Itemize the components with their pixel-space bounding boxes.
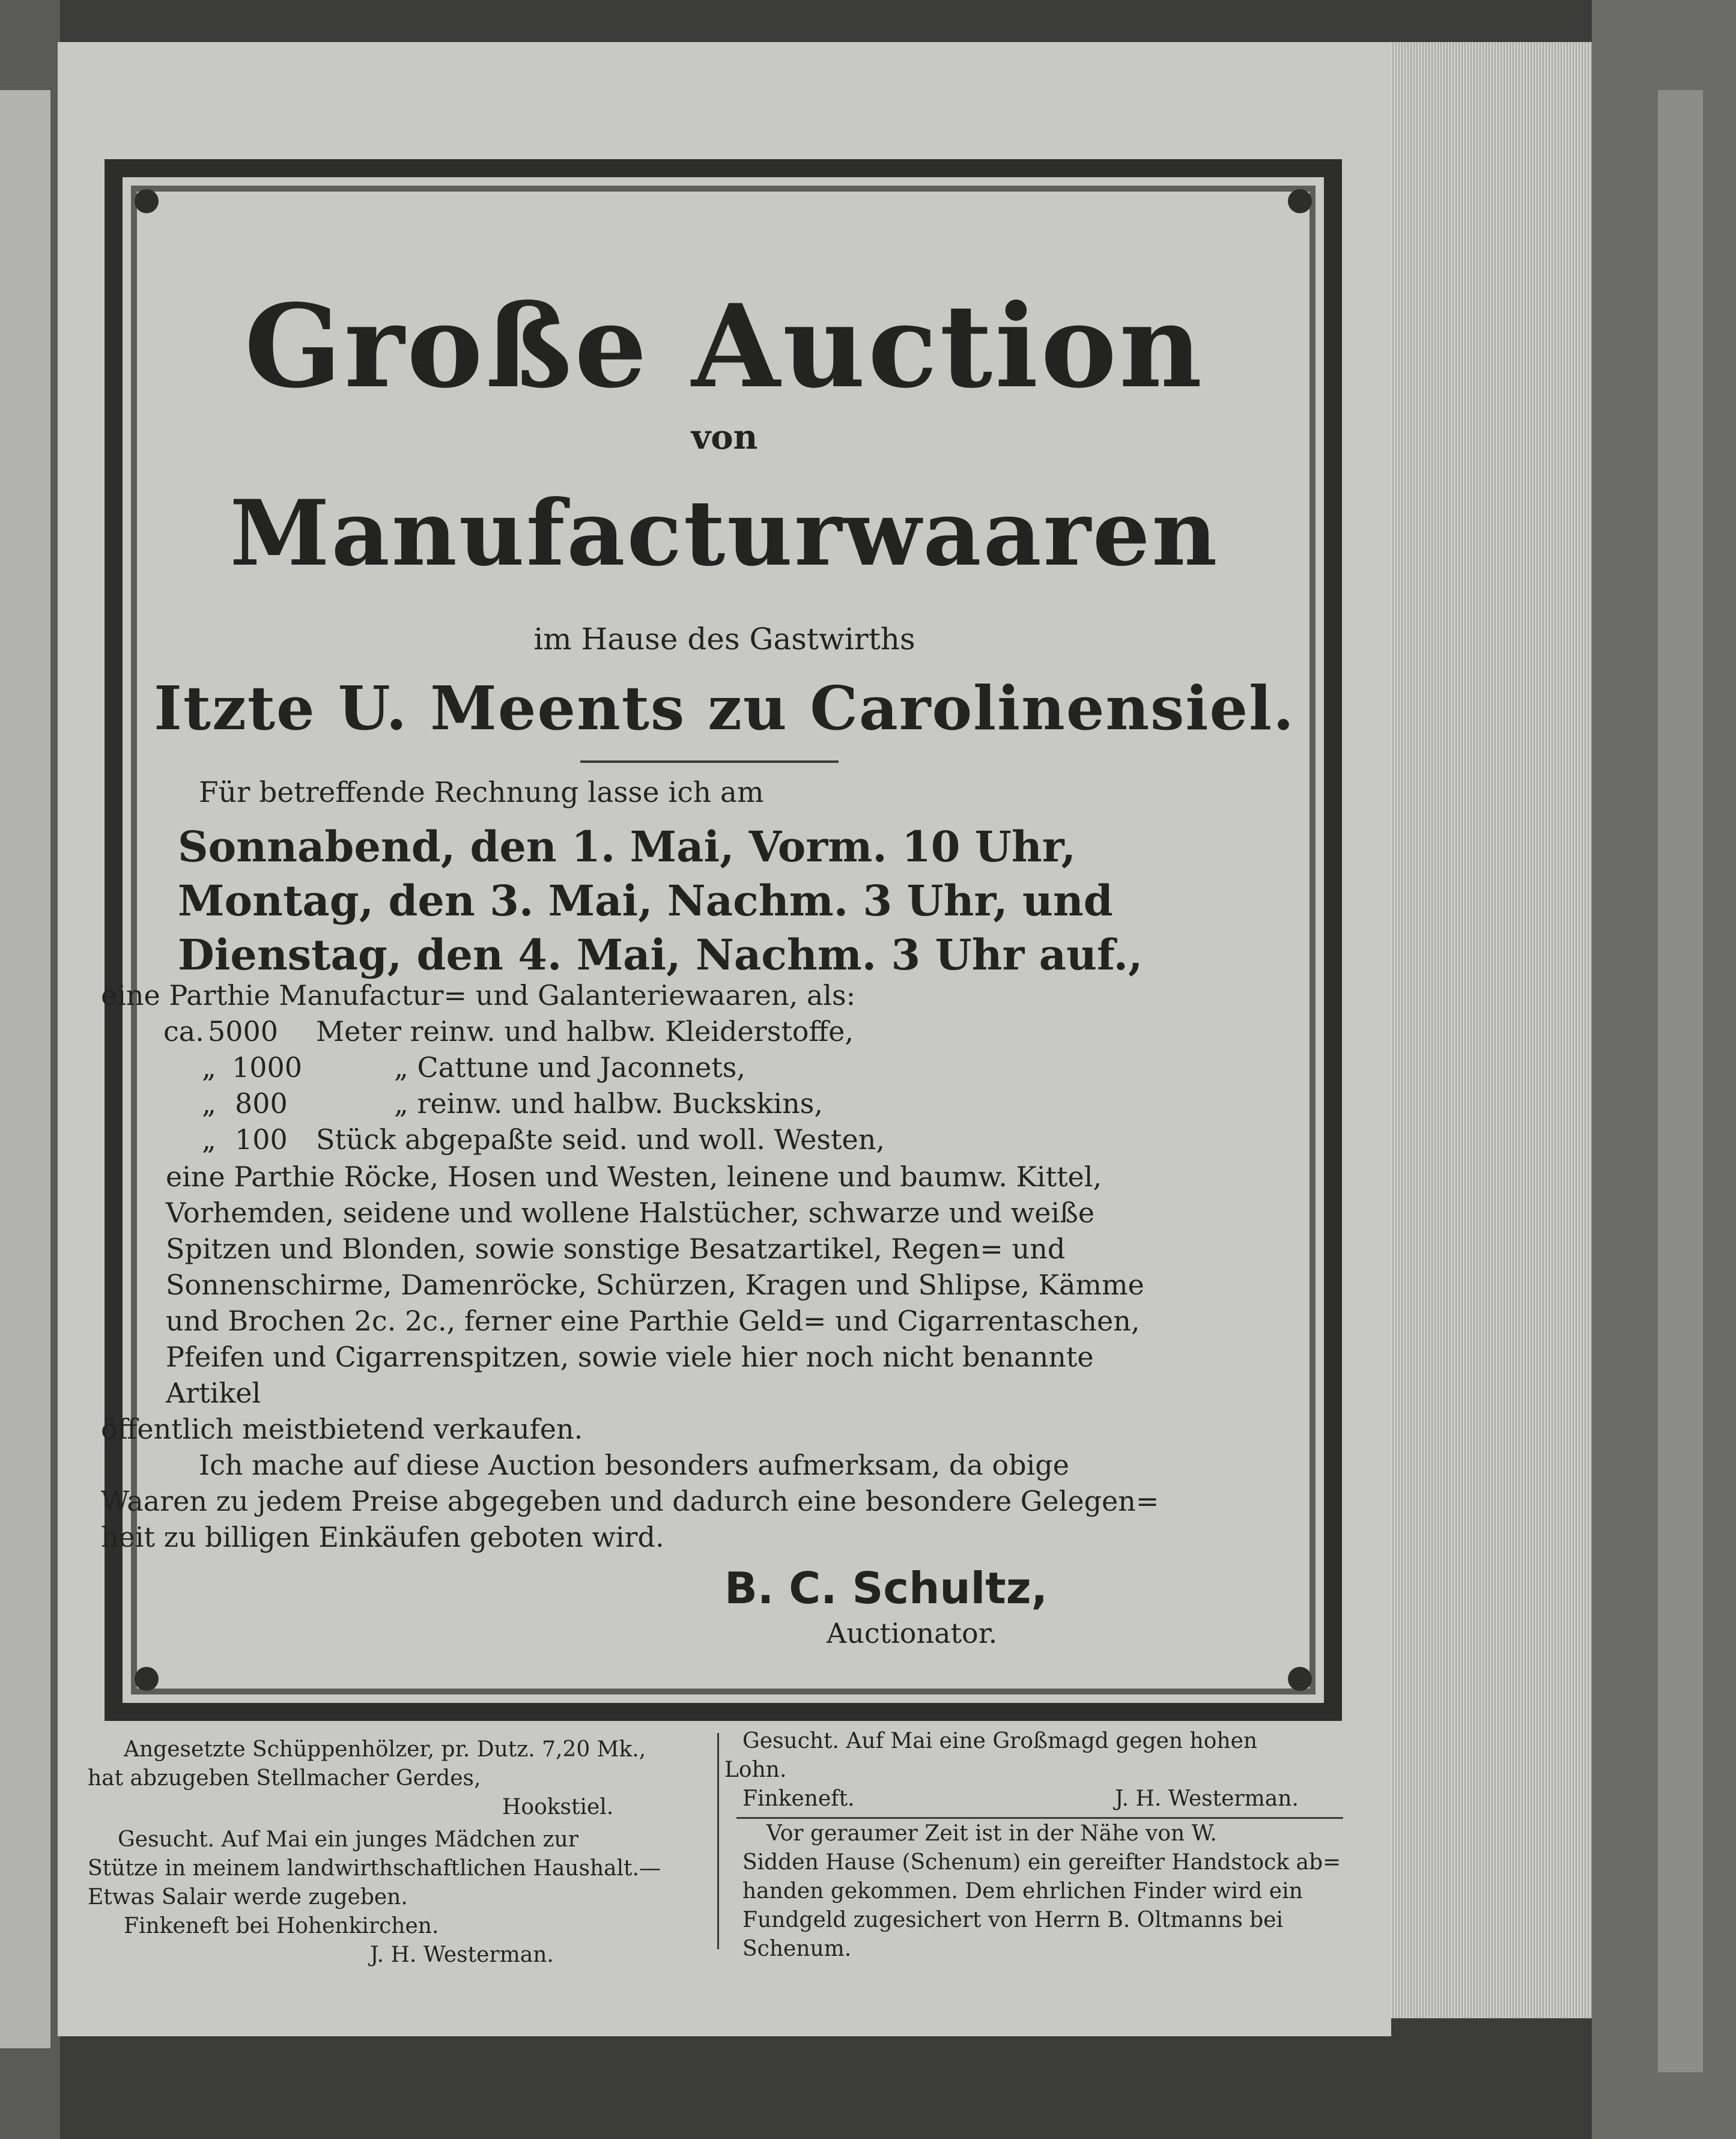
- small-ad-line: handen gekommen. Dem ehrlichen Finder wird ein: [742, 1879, 1303, 1904]
- auctioneer-signature: B. C. Schultz,: [724, 1563, 1048, 1613]
- body-line: Vorhemden, seidene und wollene Halstücher, schwarze und weiße: [166, 1197, 1095, 1229]
- small-ad-line: Finkeneft bei Hohenkirchen.: [124, 1914, 439, 1938]
- facing-page-edge: [0, 90, 50, 2048]
- small-ad-line: Schenum.: [742, 1937, 852, 1961]
- page-stack-edges: [1388, 42, 1592, 2018]
- note-line: heit zu billigen Einkäufen geboten wird.: [101, 1521, 664, 1553]
- ad-lead: eine Parthie Manufactur= und Galanteriewaaren, als:: [101, 979, 856, 1012]
- auction-date: Montag, den 3. Mai, Nachm. 3 Uhr, und: [178, 876, 1113, 926]
- corner-ornament: [135, 189, 159, 213]
- small-ad-line: Stütze in meinem landwirthschaftlichen Haushalt.—: [88, 1856, 661, 1881]
- ad-place-name: Itzte U. Meents zu Carolinensiel.: [154, 673, 1295, 744]
- small-ad-line: Hookstiel.: [502, 1795, 614, 1819]
- small-ad-line: Gesucht. Auf Mai eine Großmagd gegen hohen: [742, 1729, 1258, 1753]
- small-ad-line: Sidden Hause (Schenum) ein gereifter Handstock ab=: [742, 1850, 1341, 1875]
- small-ad-line: Angesetzte Schüppenhölzer, pr. Dutz. 7,20 Mk.,: [124, 1737, 646, 1762]
- corner-ornament: [135, 1667, 159, 1691]
- corner-ornament: [1288, 1667, 1312, 1691]
- body-line: Artikel: [166, 1377, 261, 1409]
- book-spine-left: [0, 0, 60, 2139]
- small-ad-line: Finkeneft.: [742, 1786, 855, 1811]
- note-line: Waaren zu jedem Preise abgegeben und dadurch eine besondere Gelegen=: [101, 1485, 1159, 1517]
- small-ad-line: hat abzugeben Stellmacher Gerdes,: [88, 1766, 481, 1791]
- book-cover-edge: [1592, 0, 1736, 2139]
- note-line: Ich mache auf diese Auction besonders aufmerksam, da obige: [199, 1449, 1069, 1481]
- small-ad-line: Fundgeld zugesichert von Herrn B. Oltmanns bei: [742, 1908, 1283, 1932]
- body-line: Sonnenschirme, Damenröcke, Schürzen, Kragen und Shlipse, Kämme: [166, 1269, 1144, 1301]
- small-ad-line: Gesucht. Auf Mai ein junges Mädchen zur: [118, 1827, 578, 1852]
- small-ad-line: J. H. Westerman.: [1115, 1786, 1299, 1811]
- auctioneer-role: Auctionator.: [827, 1617, 998, 1649]
- newspaper-page: Große Auction von Manufacturwaaren im Hause des Gastwirths Itzte U. Meents zu Carolinensiel. Für betreffende Rechnung lasse ich am Sonnabend, den 1. Mai, Vorm. 10 Uhr, Montag, den 3. Mai, Nachm. 3 Uhr, und Dienstag, den 4. Mai, Nachm. 3 Uhr auf., eine Parthie Manufactur= und Galanteriewaaren, als: ca. 5000 Meter reinw. und halbw. Kleiderstoffe, „ 1000 „ Cattune und Jaconnets, „ 800 „ reinw. und halbw. Buckskins, „ 100 Stück abgepaßte seid. und woll. Westen, eine Parthie Röcke, Hosen und Westen, leinene und baumw. Kittel, Vorhemden, seidene und wollene Halstücher, schwarze und weiße Spitzen und Blonden, sowie sonstige Besatzartikel, Regen= und Sonnenschirme, Damenröcke, Schürzen, Kragen und Shlipse, Kämme und Brochen 2c. 2c., ferner eine Parthie Geld= und Cigarrentaschen, Pfeifen und Cigarrenspitzen, sowie viele hier noch nicht benannte Artikel öffentlich meistbietend verkaufen. Ich mache auf diese Auction besonders aufmerksam, da obige Waaren zu jedem Preise abgegeben und dadurch eine besondere Gelegen= heit zu billigen Einkäufen geboten wird. B. C. Schultz, Auctionator. Angesetzte Schüppenhölzer, pr. Dutz. 7,20 Mk., hat abzugeben Stellmacher Gerdes, Hookstiel. Gesucht. Auf Mai ein junges Mädchen zur Stütze in meinem landwirthschaftlichen Haushalt.— Etwas Salair werde zugeben. Finkeneft bei Hohenkirchen. J. H. Westerman. Gesucht. Auf Mai eine Großmagd gegen hohen Lohn. Finkeneft. J. H. Westerman. Vor geraumer Zeit ist in der Nähe von W. Sidden Hause (Schenum) ein gereifter Handstock ab= handen gekommen. Dem ehrlichen Finder wird ein Fundgeld zugesichert von Herrn B. Oltmanns bei Schenum.: [58, 42, 1391, 2036]
- ad-von: von: [691, 417, 758, 457]
- auction-date: Dienstag, den 4. Mai, Nachm. 3 Uhr auf.,: [178, 930, 1143, 980]
- ad-place-intro: im Hause des Gastwirths: [533, 622, 915, 657]
- small-ad-line: Lohn.: [724, 1758, 787, 1782]
- divider: [580, 760, 839, 763]
- body-line: und Brochen 2c. 2c., ferner eine Parthie Geld= und Cigarrentaschen,: [166, 1305, 1140, 1337]
- small-ad-line: Etwas Salair werde zugeben.: [88, 1885, 408, 1910]
- corner-ornament: [1288, 189, 1312, 213]
- auction-date: Sonnabend, den 1. Mai, Vorm. 10 Uhr,: [178, 822, 1076, 872]
- column-divider: [717, 1733, 719, 1949]
- ad-goods-heading: Manufacturwaaren: [229, 481, 1219, 586]
- ad-closing: öffentlich meistbietend verkaufen.: [101, 1413, 583, 1445]
- body-line: eine Parthie Röcke, Hosen und Westen, leinene und baumw. Kittel,: [166, 1161, 1102, 1193]
- small-ad-line: J. H. Westerman.: [370, 1943, 554, 1967]
- ad-intro: Für betreffende Rechnung lasse ich am: [199, 776, 764, 809]
- body-line: Spitzen und Blonden, sowie sonstige Besatzartikel, Regen= und: [166, 1233, 1066, 1265]
- ad-title: Große Auction: [244, 279, 1205, 413]
- small-ad-divider: [736, 1817, 1343, 1819]
- body-line: Pfeifen und Cigarrenspitzen, sowie viele hier noch nicht benannte: [166, 1341, 1094, 1373]
- small-ad-line: Vor geraumer Zeit ist in der Nähe von W.: [766, 1821, 1217, 1846]
